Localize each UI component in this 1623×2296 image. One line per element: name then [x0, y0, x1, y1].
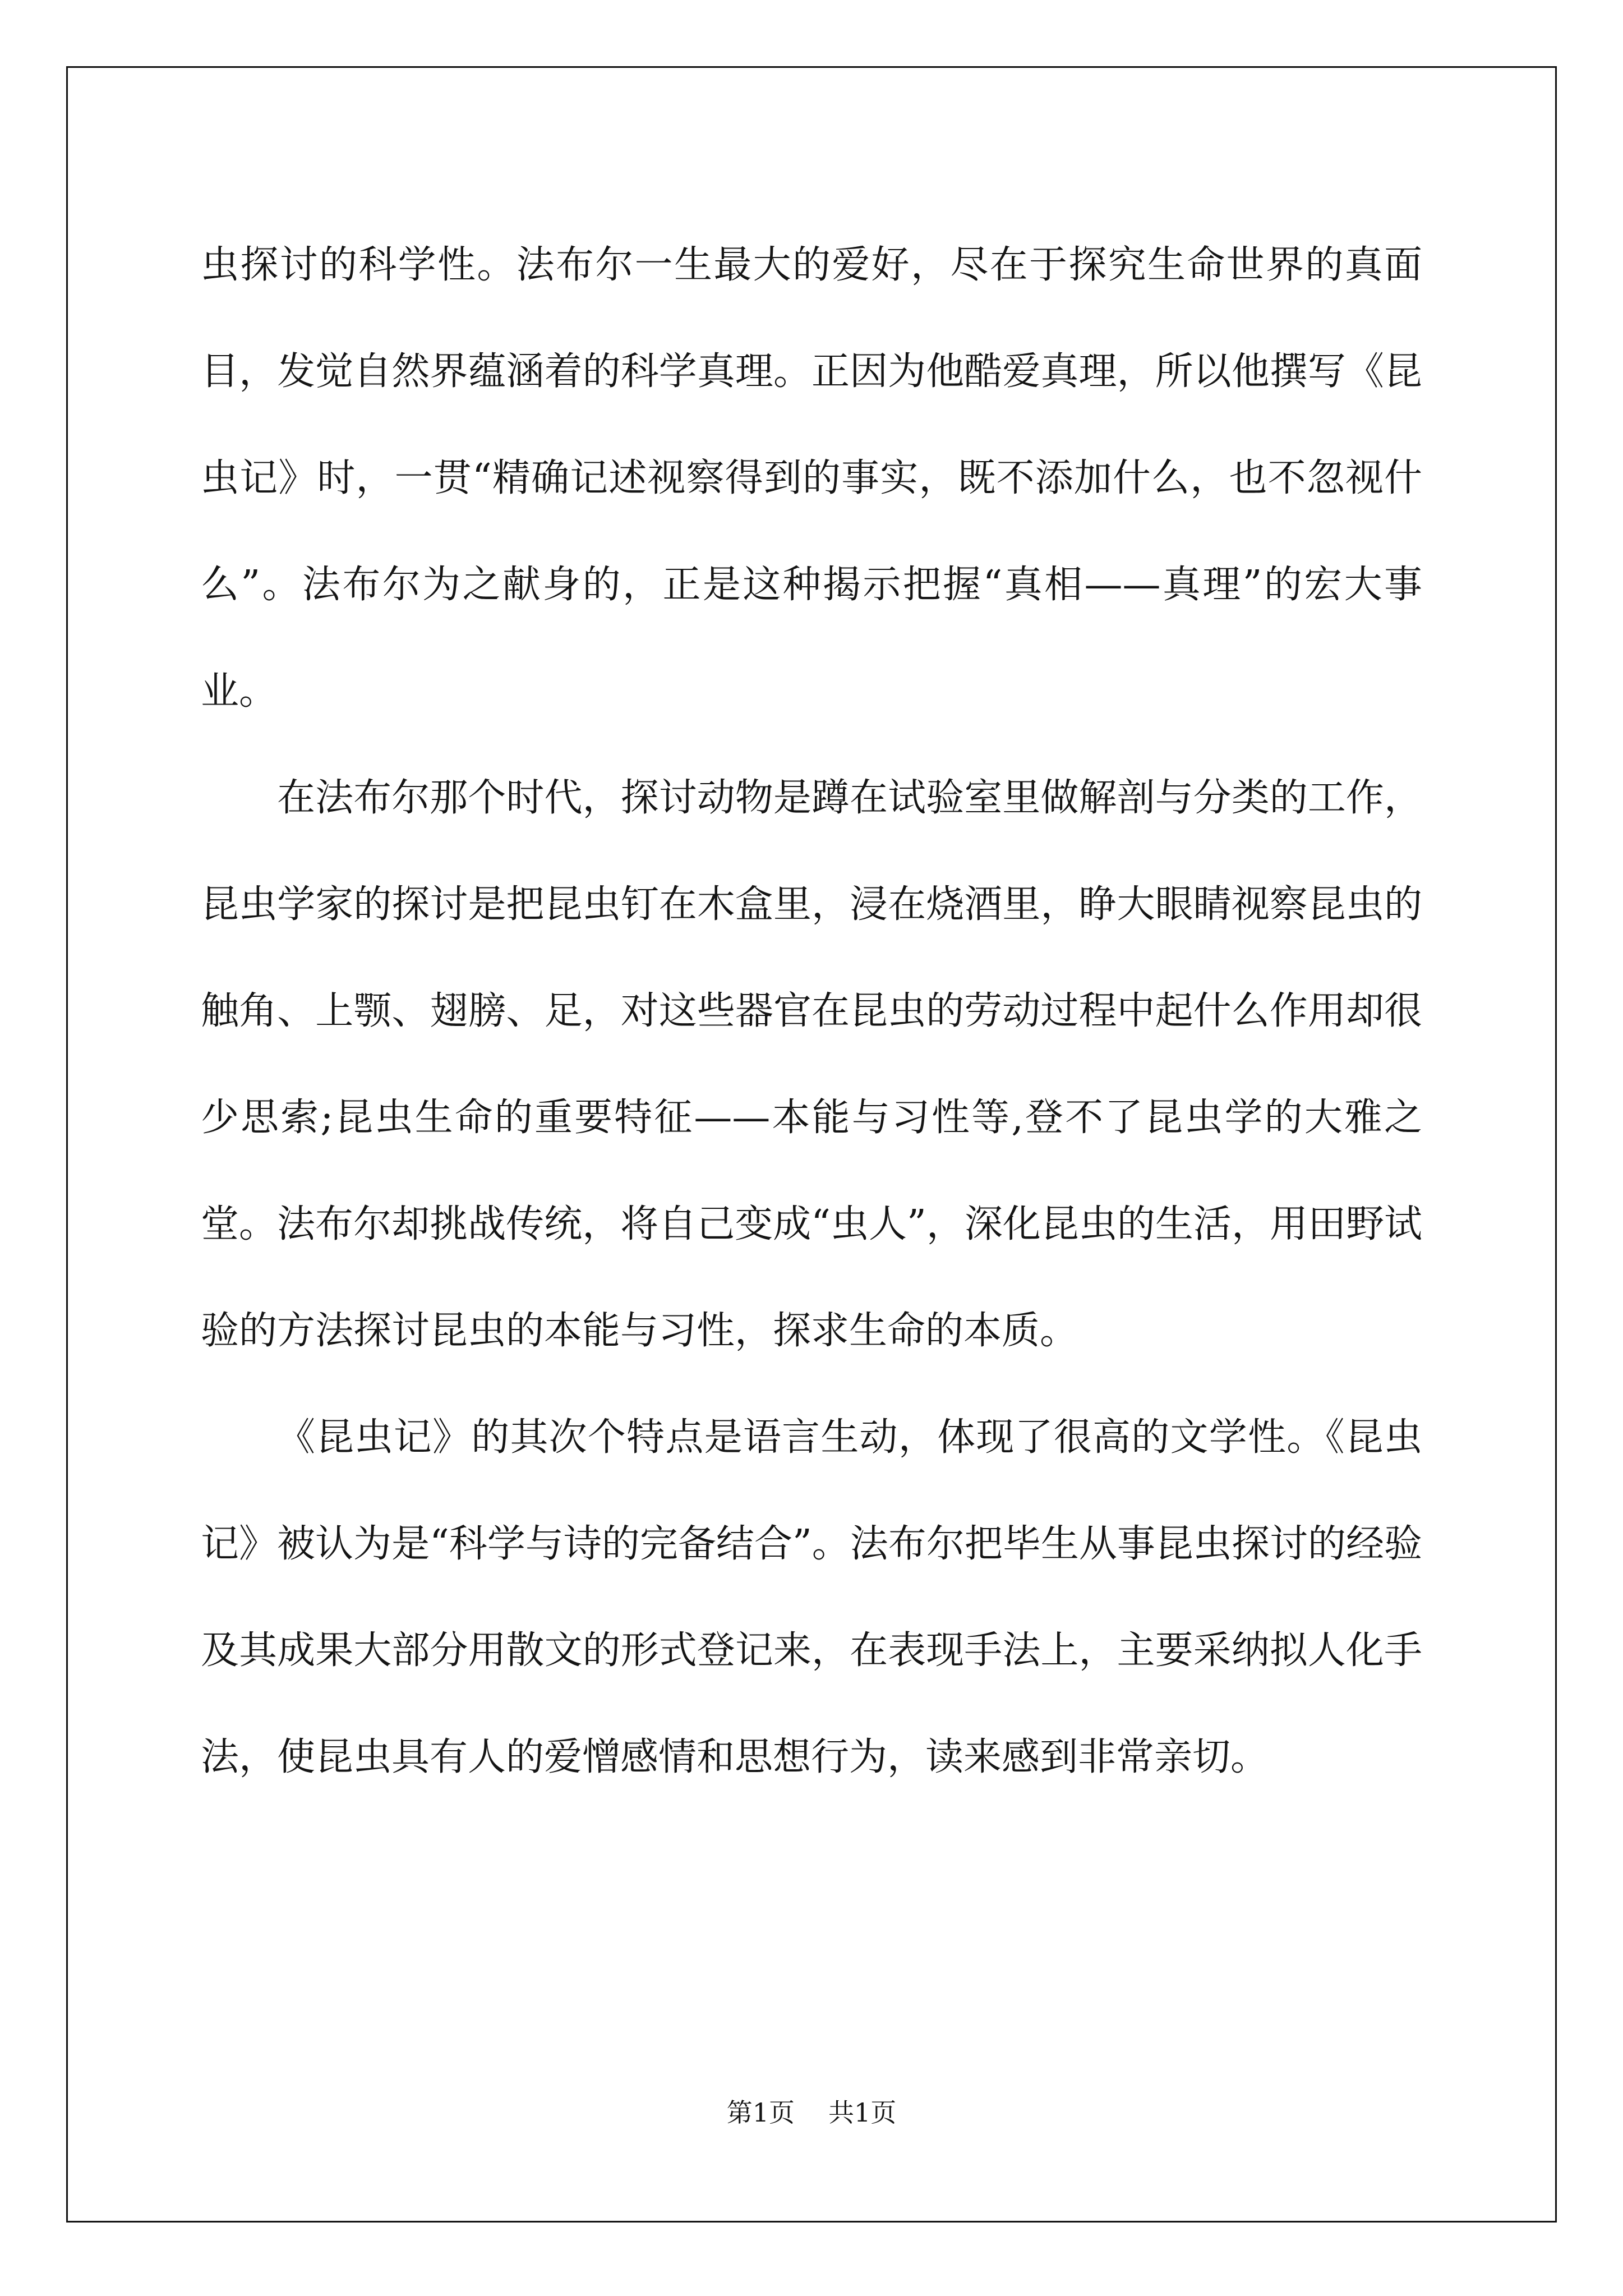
document-body	[201, 212, 1422, 1811]
page-total: 共1页	[828, 2097, 897, 2128]
paragraph-1: 虫探讨的科学性。法布尔一生最大的爱好，尽在于探究生命世界的真面目，发觉自然界蕴涵着的科学真理。正因为他酷爱真理，所以他撰写《昆虫记》时，一贯“精确记述视察得到的事实，既不添加什么，也不忽视什么”。法布尔为之献身的，正是这种揭示把握“真相——真理”的宏大事业。	[201, 243, 1422, 714]
page-number: 第1页	[726, 2097, 795, 2128]
paragraph-3: 《昆虫记》的其次个特点是语言生动，体现了很高的文学性。《昆虫记》被认为是“科学与诗的完备结合”。法布尔把毕生从事昆虫探讨的经验及其成果大部分用散文的形式登记来，在表现手法上，主要采纳拟人化手法，使昆虫具有人的爱憎感情和思想行为，读来感到非常亲切。	[201, 1415, 1422, 1779]
page-footer	[0, 2092, 1623, 2129]
paragraph-2: 在法布尔那个时代，探讨动物是蹲在试验室里做解剖与分类的工作，昆虫学家的探讨是把昆虫钉在木盒里，浸在烧酒里，睁大眼睛视察昆虫的触角、上颚、翅膀、足，对这些器官在昆虫的劳动过程中起什么作用却很少思索;昆虫生命的重要特征——本能与习性等,登不了昆虫学的大雅之堂。法布尔却挑战传统，将自己变成“虫人”，深化昆虫的生活，用田野试验的方法探讨昆虫的本能与习性，探求生命的本质。	[201, 776, 1422, 1353]
